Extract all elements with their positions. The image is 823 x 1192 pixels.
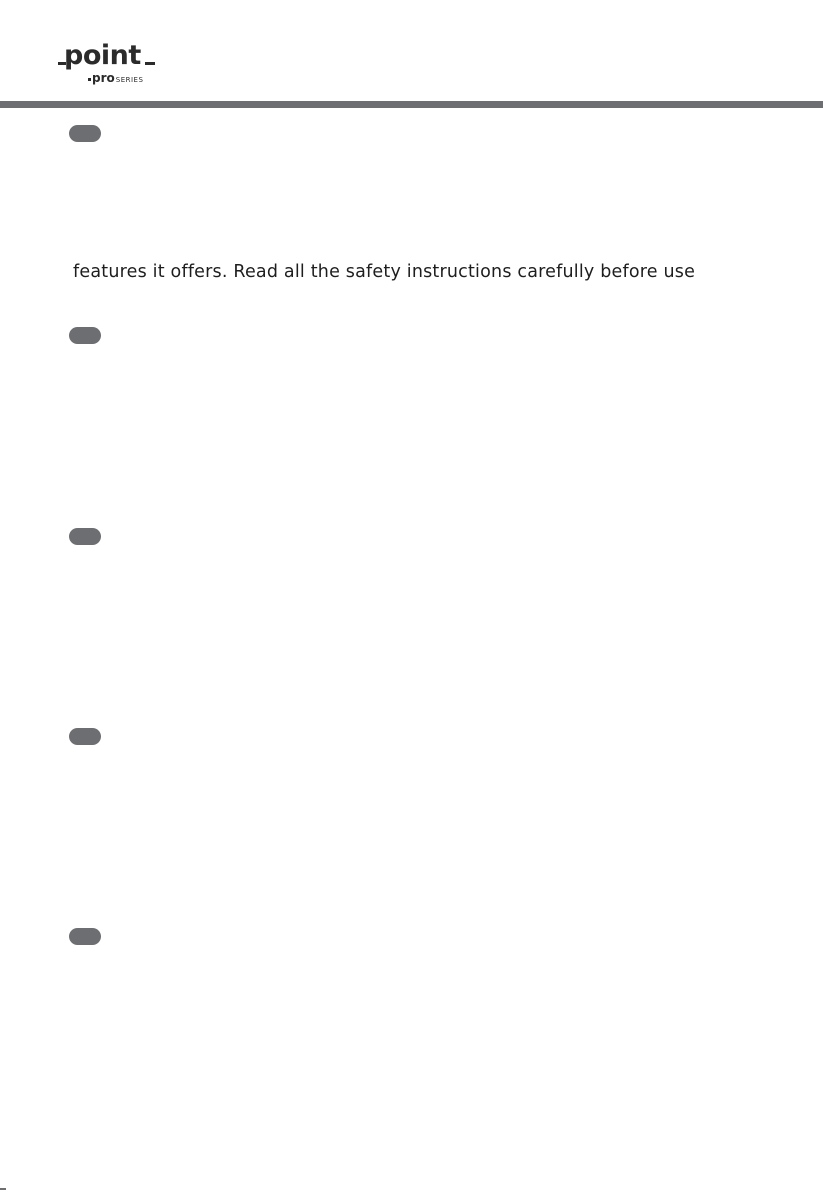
- language-badge-4: [69, 728, 101, 745]
- language-badge-5: [69, 928, 101, 945]
- language-badge-3: [69, 528, 101, 545]
- language-badge-2: [69, 327, 101, 344]
- footer-mark: [0, 1188, 6, 1190]
- logo-sub-pro: pro: [92, 71, 115, 85]
- logo-sub-dot: [88, 78, 91, 81]
- header-divider: [0, 101, 823, 108]
- intro-text-line: features it offers. Read all the safety instructions carefully before use: [73, 262, 696, 282]
- brand-logo: [58, 40, 178, 90]
- language-badge-1: [69, 125, 101, 142]
- logo-sub-series: SERIES: [115, 76, 144, 84]
- logo-dash-right: [145, 62, 155, 65]
- logo-wordmark: point: [64, 40, 141, 71]
- logo-subline: [88, 70, 143, 87]
